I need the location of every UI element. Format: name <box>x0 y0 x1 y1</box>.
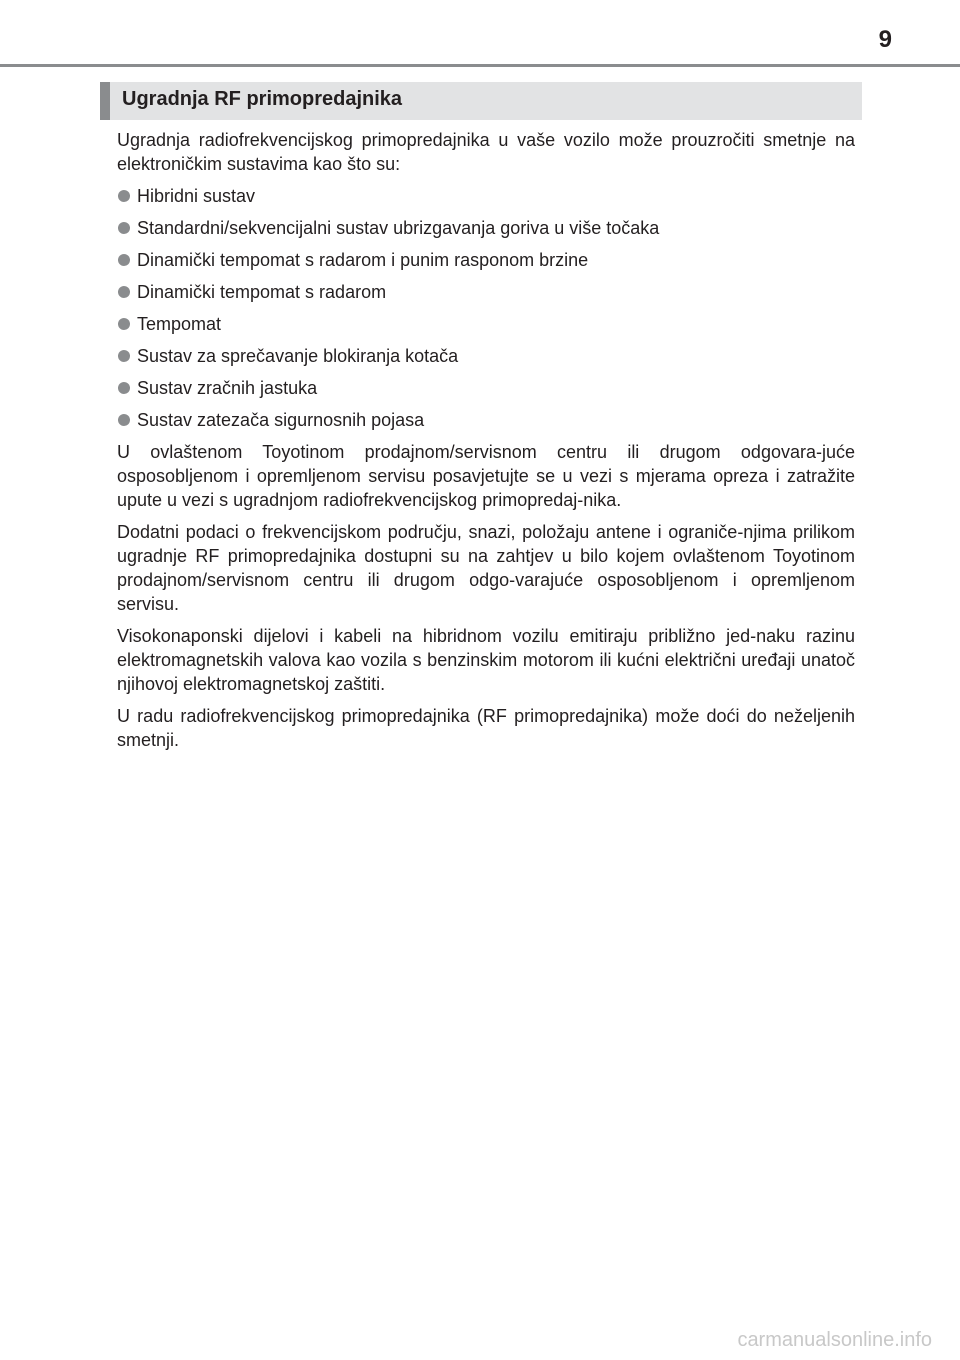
list-item-text: Sustav za sprečavanje blokiranja kotača <box>137 346 459 366</box>
list-item <box>117 376 855 400</box>
list-item-text: Dinamički tempomat s radarom <box>137 282 387 302</box>
bullet-dot-icon <box>118 350 130 362</box>
list-item <box>117 344 855 368</box>
watermark: carmanualsonline.info <box>737 1329 932 1351</box>
list-item <box>117 408 855 432</box>
list-item <box>117 312 855 336</box>
header-rule <box>0 64 960 67</box>
list-item-text: Standardni/sekvencijalni sustav ubrizgavanja goriva u više točaka <box>137 218 660 238</box>
bullet-dot-icon <box>118 254 130 266</box>
list-item <box>117 216 855 240</box>
bullet-dot-icon <box>118 190 130 202</box>
intro-paragraph: Ugradnja radiofrekvencijskog primopredajnika u vaše vozilo može prouzročiti smetnje na elektroničkim sustavima kao što su: <box>117 130 855 174</box>
list-item-text: Tempomat <box>137 314 222 334</box>
bullet-dot-icon <box>118 318 130 330</box>
bullet-dot-icon <box>118 222 130 234</box>
bullet-list <box>117 184 855 432</box>
section-content <box>117 128 855 760</box>
list-item <box>117 248 855 272</box>
bullet-dot-icon <box>118 414 130 426</box>
body-paragraph: U ovlaštenom Toyotinom prodajnom/servisnom centru ili drugom odgovara-juće osposobljenom i opremljenom servisu posavjetujte se u vezi s mjerama opreza i zatražite upute u vezi s ugradnjom radiofrekvencijskog primopredaj-nika. <box>117 442 855 510</box>
body-paragraph: Dodatni podaci o frekvencijskom području, snazi, položaju antene i ograniče-njima prilikom ugradnje RF primopredajnika dostupni su na zahtjev u bilo kojem ovlaštenom Toyotinom prodajnom/servisnom centru ili drugom odgo-varajuće osposobljenom i opremljenom servisu. <box>117 522 855 614</box>
body-paragraph: U radu radiofrekvencijskog primopredajnika (RF primopredajnika) može doći do neželjenih smetnji. <box>117 706 855 750</box>
section-heading <box>100 82 862 120</box>
list-item-text: Dinamički tempomat s radarom i punim rasponom brzine <box>137 250 589 270</box>
list-item-text: Hibridni sustav <box>137 186 256 206</box>
list-item-text: Sustav zatezača sigurnosnih pojasa <box>137 410 425 430</box>
bullet-dot-icon <box>118 382 130 394</box>
list-item <box>117 280 855 304</box>
list-item-text: Sustav zračnih jastuka <box>137 378 318 398</box>
page-number: 9 <box>878 26 892 53</box>
list-item <box>117 184 855 208</box>
bullet-dot-icon <box>118 286 130 298</box>
body-paragraph: Visokonaponski dijelovi i kabeli na hibridnom vozilu emitiraju približno jed-naku razinu elektromagnetskih valova kao vozila s benzinskim motorom ili kućni električni uređaji unatoč njihovoj elektromagnetskoj zaštiti. <box>117 626 855 694</box>
section-heading-text: Ugradnja RF primopredajnika <box>122 88 403 110</box>
